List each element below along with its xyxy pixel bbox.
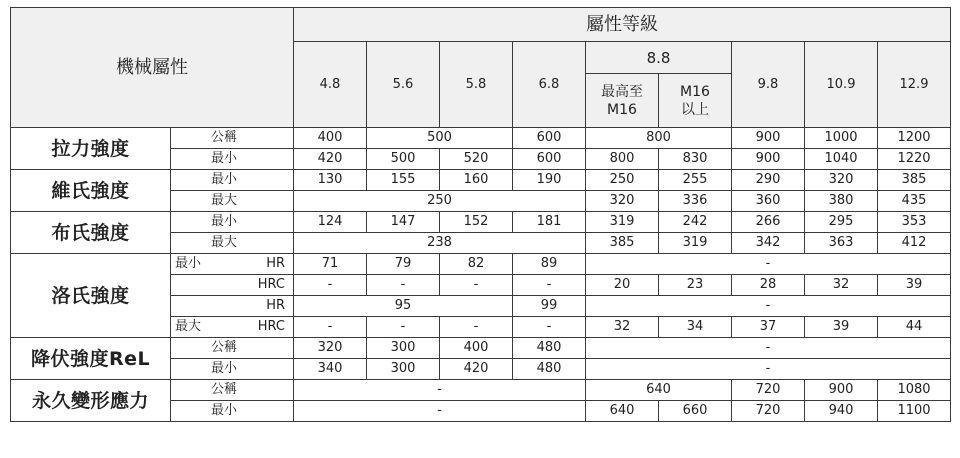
- table-cell: 320: [805, 170, 878, 191]
- table-cell: 155: [367, 170, 440, 191]
- grade-10-9: 10.9: [805, 42, 878, 128]
- grade-6-8: 6.8: [513, 42, 586, 128]
- table-cell: 190: [513, 170, 586, 191]
- yield-nominal-label: 公稱: [171, 338, 294, 359]
- table-cell: 830: [659, 149, 732, 170]
- rockwell-hrc-label: HRC: [257, 277, 285, 292]
- table-cell: 1040: [805, 149, 878, 170]
- table-cell: 300: [367, 338, 440, 359]
- table-cell: 660: [659, 401, 732, 422]
- table-cell: 400: [440, 338, 513, 359]
- table-cell: 71: [294, 254, 367, 275]
- table-cell: 266: [732, 212, 805, 233]
- table-cell: 385: [878, 170, 951, 191]
- vickers-min-label: 最小: [171, 170, 294, 191]
- table-cell: 800: [586, 149, 659, 170]
- table-cell: 290: [732, 170, 805, 191]
- table-cell: -: [367, 317, 440, 338]
- table-cell: 39: [805, 317, 878, 338]
- rockwell-hr-label: HR: [266, 256, 285, 271]
- table-cell: 89: [513, 254, 586, 275]
- table-cell: -: [513, 275, 586, 296]
- table-cell: 640: [586, 401, 659, 422]
- table-cell: -: [294, 401, 586, 422]
- rockwell-hr-label: HR: [266, 298, 285, 313]
- table-cell: 640: [586, 380, 732, 401]
- yield-strength-label: 降伏強度ReL: [11, 338, 171, 380]
- table-cell: -: [586, 296, 951, 317]
- rockwell-max-hrc-label: [171, 317, 294, 338]
- brinell-max-label: 最大: [171, 233, 294, 254]
- table-cell: 319: [659, 233, 732, 254]
- table-cell: 412: [878, 233, 951, 254]
- table-cell: -: [513, 317, 586, 338]
- grade-4-8: 4.8: [294, 42, 367, 128]
- grade-9-8: 9.8: [732, 42, 805, 128]
- table-cell: 1220: [878, 149, 951, 170]
- table-cell: 79: [367, 254, 440, 275]
- table-cell: 250: [586, 170, 659, 191]
- table-cell: 342: [732, 233, 805, 254]
- table-cell: 320: [586, 191, 659, 212]
- table-cell: 250: [294, 191, 586, 212]
- table-cell: 160: [440, 170, 513, 191]
- table-cell: 480: [513, 359, 586, 380]
- table-cell: 37: [732, 317, 805, 338]
- table-cell: 420: [294, 149, 367, 170]
- grade-8-8-above-m16: M16 以上: [659, 74, 732, 128]
- brinell-min-label: 最小: [171, 212, 294, 233]
- brinell-hardness-label: 布氏強度: [11, 212, 171, 254]
- table-cell: 99: [513, 296, 586, 317]
- table-cell: 34: [659, 317, 732, 338]
- table-cell: 255: [659, 170, 732, 191]
- table-cell: 28: [732, 275, 805, 296]
- table-cell: -: [367, 275, 440, 296]
- table-cell: 1080: [878, 380, 951, 401]
- table-cell: 400: [294, 128, 367, 149]
- table-cell: 152: [440, 212, 513, 233]
- rockwell-max-hr-label: [171, 296, 294, 317]
- mechanical-properties-table-wrapper: [10, 7, 951, 422]
- tensile-nominal-label: 公稱: [171, 128, 294, 149]
- table-cell: 1000: [805, 128, 878, 149]
- table-cell: 720: [732, 380, 805, 401]
- table-cell: 940: [805, 401, 878, 422]
- table-cell: 300: [367, 359, 440, 380]
- rockwell-max-label: 最大: [175, 319, 202, 334]
- proof-min-label: 最小: [171, 401, 294, 422]
- table-cell: -: [294, 380, 586, 401]
- table-cell: -: [294, 317, 367, 338]
- rockwell-hardness-label: 洛氏強度: [11, 254, 171, 338]
- table-cell: 39: [878, 275, 951, 296]
- grade-8-8: 8.8: [586, 42, 732, 74]
- table-cell: 380: [805, 191, 878, 212]
- mech-prop-header: 機械屬性: [11, 8, 294, 128]
- table-cell: -: [586, 359, 951, 380]
- table-cell: 242: [659, 212, 732, 233]
- grade-5-6: 5.6: [367, 42, 440, 128]
- table-cell: 500: [367, 128, 513, 149]
- table-cell: 23: [659, 275, 732, 296]
- table-cell: 720: [732, 401, 805, 422]
- table-cell: 900: [732, 128, 805, 149]
- rockwell-hrc-label: HRC: [257, 319, 285, 334]
- rockwell-min-label: 最小: [175, 256, 202, 271]
- table-cell: 295: [805, 212, 878, 233]
- table-cell: 44: [878, 317, 951, 338]
- table-cell: -: [586, 338, 951, 359]
- table-cell: 320: [294, 338, 367, 359]
- proof-nominal-label: 公稱: [171, 380, 294, 401]
- rockwell-min-hr-label: [171, 254, 294, 275]
- table-cell: 124: [294, 212, 367, 233]
- table-cell: 32: [805, 275, 878, 296]
- table-cell: 600: [513, 149, 586, 170]
- table-cell: 336: [659, 191, 732, 212]
- tensile-strength-label: 拉力強度: [11, 128, 171, 170]
- table-cell: 340: [294, 359, 367, 380]
- table-cell: 1100: [878, 401, 951, 422]
- grade-12-9: 12.9: [878, 42, 951, 128]
- table-cell: 95: [294, 296, 513, 317]
- table-cell: 147: [367, 212, 440, 233]
- table-cell: 130: [294, 170, 367, 191]
- table-cell: 360: [732, 191, 805, 212]
- vickers-max-label: 最大: [171, 191, 294, 212]
- mechanical-properties-table: [10, 7, 951, 422]
- table-cell: 520: [440, 149, 513, 170]
- table-cell: 20: [586, 275, 659, 296]
- table-cell: 385: [586, 233, 659, 254]
- table-cell: -: [294, 275, 367, 296]
- rockwell-min-hrc-label: [171, 275, 294, 296]
- table-cell: 480: [513, 338, 586, 359]
- grade-8-8-upto-m16: 最高至 M16: [586, 74, 659, 128]
- table-cell: 32: [586, 317, 659, 338]
- table-cell: 238: [294, 233, 586, 254]
- table-cell: 353: [878, 212, 951, 233]
- table-cell: 420: [440, 359, 513, 380]
- table-cell: -: [586, 254, 951, 275]
- table-cell: 500: [367, 149, 440, 170]
- table-cell: 900: [805, 380, 878, 401]
- table-cell: 82: [440, 254, 513, 275]
- tensile-min-label: 最小: [171, 149, 294, 170]
- property-class-header: 屬性等級: [294, 8, 951, 42]
- table-cell: 363: [805, 233, 878, 254]
- table-cell: 1200: [878, 128, 951, 149]
- table-cell: 800: [586, 128, 732, 149]
- table-cell: 435: [878, 191, 951, 212]
- table-cell: -: [440, 317, 513, 338]
- table-cell: 600: [513, 128, 586, 149]
- table-cell: -: [440, 275, 513, 296]
- yield-min-label: 最小: [171, 359, 294, 380]
- vickers-hardness-label: 維氏強度: [11, 170, 171, 212]
- grade-5-8: 5.8: [440, 42, 513, 128]
- table-cell: 181: [513, 212, 586, 233]
- proof-stress-label: 永久變形應力: [11, 380, 171, 422]
- table-cell: 319: [586, 212, 659, 233]
- table-cell: 900: [732, 149, 805, 170]
